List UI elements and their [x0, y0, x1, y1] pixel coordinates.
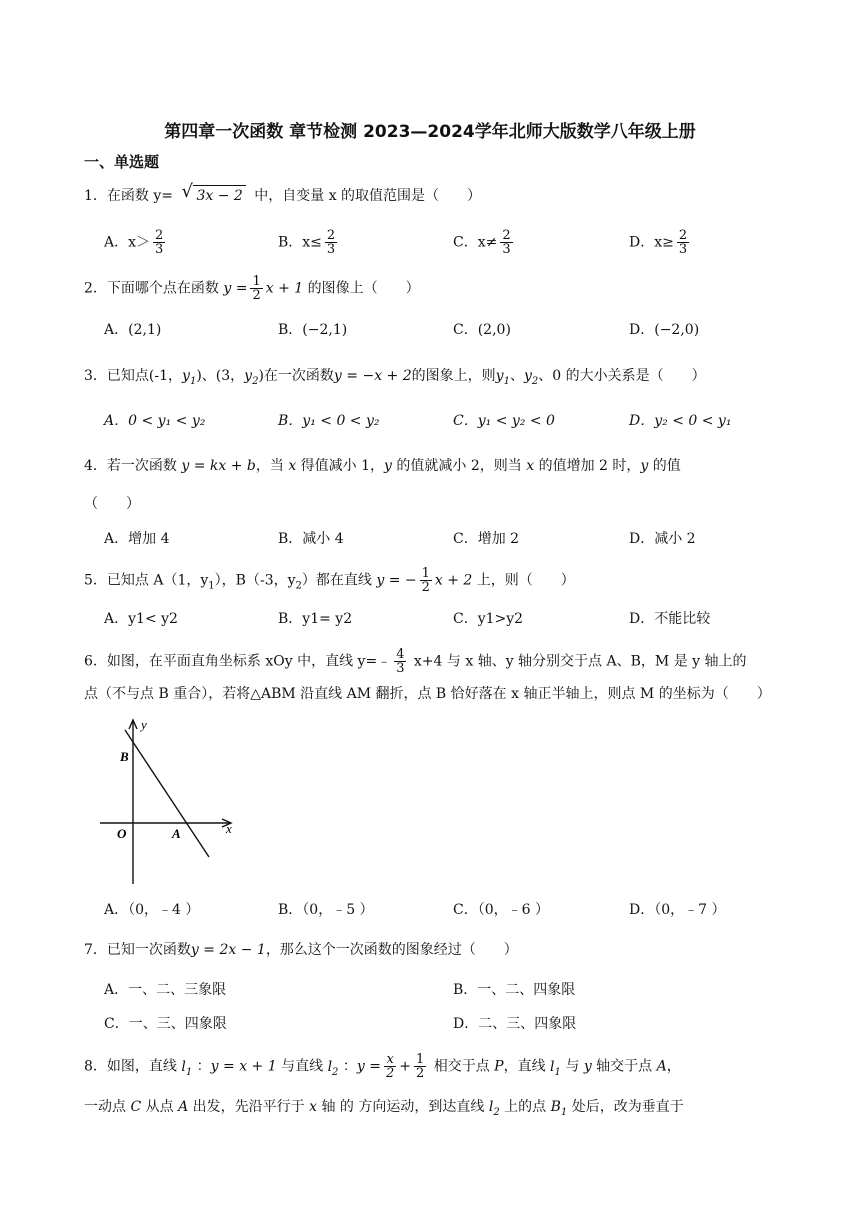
denominator: 3 — [502, 242, 511, 257]
fraction — [677, 229, 689, 256]
l-symbol: l — [488, 1099, 494, 1115]
option-value: y₂ < 0 < y₁ — [654, 413, 732, 429]
q8-text: 从点 — [141, 1099, 179, 1115]
numerator: 2 — [326, 228, 336, 243]
q7-text-end: ，那么这个一次函数的图象经过（ ） — [265, 942, 518, 958]
var-y2: $y_2$ — [523, 368, 539, 387]
q7-text: 7．已知一次函数 — [84, 942, 191, 958]
q7-option-c — [104, 1014, 227, 1034]
q1-option-d — [629, 229, 692, 256]
q3-text: 3．已知点(-1， — [84, 368, 183, 384]
subscript: 2 — [295, 580, 302, 592]
func-rhs: x + 1 — [265, 280, 304, 297]
q8-text: 一动点 — [84, 1099, 131, 1115]
point-b1: $B_1$ — [550, 1099, 568, 1118]
denominator: 3 — [155, 242, 164, 257]
denominator: 2 — [252, 288, 261, 303]
q4-text: 的值 — [648, 458, 681, 474]
option-label: D． — [629, 611, 655, 627]
function-2-lhs: y = — [356, 1058, 381, 1075]
q4-option-b — [278, 529, 344, 549]
q8-text: 与直线 — [276, 1058, 328, 1075]
q8-text: ，直线 — [503, 1058, 551, 1075]
var-y2: $y_2$ — [244, 368, 259, 387]
option-label: B． — [453, 982, 478, 998]
q4-text: ，当 — [255, 458, 289, 474]
q2-text-end: 的图像上（ ） — [303, 280, 420, 297]
var-x: x — [288, 458, 297, 474]
q5-text: ），B（-3，y — [214, 572, 296, 589]
q5-text-end: 上，则（ ） — [472, 572, 575, 589]
label-origin: O — [117, 826, 127, 841]
option-value: y₁ < 0 < y₂ — [302, 413, 380, 429]
q8-text: 处后，改为垂直于 — [567, 1099, 684, 1115]
q5-option-a — [104, 609, 178, 629]
q3-option-d — [629, 411, 731, 431]
q6-option-d — [629, 900, 726, 920]
func-rhs: x + 2 — [434, 572, 473, 589]
question-4-line-1 — [84, 456, 681, 476]
option-label: C． — [453, 413, 478, 429]
q7-option-a — [104, 980, 226, 1000]
option-value: 不能比较 — [654, 611, 711, 627]
q6-option-b — [278, 900, 374, 920]
q3-text: 、 — [509, 368, 524, 384]
q1-text-end: 中，自变量 x 的取值范围是（ ） — [249, 188, 482, 204]
option-value: y₁ < y₂ < 0 — [477, 413, 555, 429]
option-label: C．x≠ — [453, 234, 498, 251]
q8-text: 轴 的 方向运动，到达直线 — [317, 1099, 489, 1115]
fraction — [500, 229, 512, 256]
option-value: y1= y2 — [302, 611, 353, 627]
question-3 — [84, 366, 706, 392]
q8-text: ： — [192, 1058, 211, 1075]
option-value: 增加 2 — [477, 531, 520, 547]
q7-option-d — [453, 1014, 576, 1034]
option-value: (2,0) — [477, 322, 511, 338]
point-c: C — [130, 1099, 142, 1115]
func-lhs: y = — [223, 280, 248, 297]
q4-option-c — [453, 529, 519, 549]
option-value: 0 < y₁ < y₂ — [128, 413, 206, 429]
option-label: C． — [453, 902, 478, 918]
q2-text: 2．下面哪个点在函数 — [84, 280, 224, 297]
label-b: B — [120, 749, 129, 764]
q2-option-a — [104, 320, 161, 340]
q5-option-d — [629, 609, 710, 629]
option-value: （0，﹣4 ） — [128, 902, 200, 918]
option-value: 减小 4 — [302, 531, 344, 547]
fraction — [394, 648, 406, 675]
numerator: 2 — [678, 228, 688, 243]
q5-option-c — [453, 609, 523, 629]
var-y1: $y_1$ — [495, 368, 510, 387]
var-y: y — [384, 458, 392, 474]
question-6-line-1 — [84, 648, 747, 675]
var-y1: $y_1$ — [182, 368, 197, 387]
function-expression: y = −x + 2 — [333, 368, 412, 384]
fraction — [325, 229, 337, 256]
q2-option-d — [629, 320, 699, 340]
q3-option-a — [104, 411, 205, 431]
option-value: (2,1) — [128, 322, 162, 338]
l-symbol: l — [181, 1058, 186, 1075]
question-8-line-1 — [84, 1053, 681, 1082]
q4-text: 4．若一次函数 — [84, 458, 182, 474]
var-x: x — [309, 1099, 318, 1115]
q2-option-b — [278, 320, 347, 340]
fraction — [384, 1053, 396, 1080]
option-label: B． — [278, 322, 303, 338]
label-x: x — [226, 821, 232, 836]
denominator: 3 — [678, 242, 688, 257]
option-value: 一、二、四象限 — [477, 982, 576, 998]
option-value: （0，﹣5 ） — [302, 902, 374, 918]
numerator: x — [384, 1053, 396, 1067]
q4-text: 得值减小 1， — [296, 458, 385, 474]
option-value: 一、三、四象限 — [128, 1016, 227, 1032]
fraction — [153, 229, 165, 256]
q3-text: 的图象上，则 — [411, 368, 496, 384]
option-label: C． — [453, 322, 478, 338]
var-y: y — [583, 1058, 592, 1075]
numerator: 1 — [415, 1052, 425, 1067]
q8-text: 8．如图，直线 — [84, 1058, 182, 1075]
q6-option-c — [453, 900, 549, 920]
q1-option-b — [278, 229, 340, 256]
numerator: 2 — [502, 228, 511, 243]
q8-text: 出发，先沿平行于 — [188, 1099, 310, 1115]
numerator: 1 — [252, 274, 261, 289]
q6-text: x+4 与 x 轴、y 轴分别交于点 A、B，M 是 y 轴上的 — [409, 653, 747, 670]
question-8-line-2 — [84, 1097, 684, 1123]
q8-text: 与 — [560, 1058, 584, 1075]
q3-text: )在一次函数 — [258, 368, 334, 384]
q4-text: 的值增加 2 时， — [534, 458, 641, 474]
line-ab — [125, 730, 209, 857]
subscript: 1 — [208, 580, 215, 592]
option-label: D． — [629, 902, 655, 918]
q4-option-d — [629, 529, 696, 549]
option-label: A． — [104, 531, 129, 547]
plus-sign: + — [399, 1058, 411, 1075]
q3-text: )、(3， — [196, 368, 245, 384]
var-l2: $l_2$ — [327, 1058, 339, 1078]
option-label: C． — [453, 611, 478, 627]
point-a: A — [178, 1099, 189, 1115]
q8-text: 上的点 — [499, 1099, 551, 1115]
q4-option-a — [104, 529, 169, 549]
var-l1: $l_1$ — [550, 1058, 561, 1078]
q3-option-c — [453, 411, 555, 431]
point-a: A — [656, 1058, 667, 1075]
option-value: （0，﹣6 ） — [477, 902, 549, 918]
denominator: 2 — [385, 1066, 395, 1081]
page-title: 第四章一次函数 章节检测 2023—2024学年北师大版数学八年级上册 — [164, 122, 696, 142]
option-label: D． — [629, 322, 655, 338]
denominator: 3 — [326, 242, 336, 257]
label-y: y — [141, 717, 147, 732]
option-label: D． — [629, 531, 655, 547]
radicand: 3x − 2 — [193, 185, 245, 206]
fraction — [420, 567, 432, 594]
option-label: A． — [104, 982, 129, 998]
option-label: C． — [453, 531, 478, 547]
denominator: 2 — [421, 580, 430, 595]
function-expression: y = 2x − 1 — [190, 942, 266, 958]
denominator: 2 — [415, 1066, 425, 1081]
section-heading: 一、单选题 — [84, 153, 160, 171]
option-value: y1< y2 — [128, 611, 178, 627]
q1-text: 1．在函数 y= — [84, 188, 178, 204]
numerator: 1 — [421, 566, 430, 581]
q1-option-a — [104, 229, 168, 256]
numerator: 4 — [396, 647, 405, 662]
option-label: B． — [278, 902, 303, 918]
var-y: y — [640, 458, 649, 474]
q5-text: ）都在直线 — [301, 572, 377, 589]
q6-text: 6．如图，在平面直角坐标系 xOy 中，直线 y=﹣ — [84, 653, 392, 670]
var-l2: $l_2$ — [488, 1099, 500, 1118]
question-1 — [84, 181, 482, 206]
var-l1: $l_1$ — [181, 1058, 193, 1078]
option-value: y1>y2 — [477, 611, 524, 627]
fraction — [414, 1053, 426, 1080]
q8-text: ， — [666, 1058, 681, 1075]
option-value: 二、三、四象限 — [478, 1016, 577, 1032]
option-label: D． — [629, 413, 655, 429]
option-label: B． — [278, 413, 303, 429]
q8-text: 相交于点 — [429, 1058, 495, 1075]
option-label: A． — [104, 902, 129, 918]
option-label: D．x≥ — [629, 234, 674, 251]
q3-text: 、0 的大小关系是（ ） — [538, 368, 706, 384]
option-value: 增加 4 — [128, 531, 170, 547]
question-4-line-2: （ ） — [84, 496, 140, 512]
option-value: （0，﹣7 ） — [654, 902, 726, 918]
option-label: A． — [104, 322, 129, 338]
option-value: (−2,1) — [302, 322, 348, 338]
option-label: A． — [104, 611, 129, 627]
q5-text: 5．已知点 A（1，y — [84, 572, 209, 589]
q2-option-c — [453, 320, 511, 340]
coordinate-graph — [96, 716, 246, 886]
q8-text: 轴交于点 — [591, 1058, 657, 1075]
sqrt-expression: √ 3x − 2 — [181, 185, 245, 206]
option-value: 减小 2 — [654, 531, 696, 547]
q5-option-b — [278, 609, 352, 629]
label-a: A — [172, 826, 181, 841]
function-expression: y = kx + b — [181, 458, 256, 474]
option-label: D． — [453, 1016, 479, 1032]
option-label: B．x≤ — [278, 234, 322, 251]
l-symbol: l — [550, 1058, 555, 1075]
option-label: B． — [278, 531, 303, 547]
l-symbol: l — [327, 1058, 333, 1075]
option-label: A．x＞ — [104, 234, 151, 251]
question-7 — [84, 940, 518, 960]
q6-option-a — [104, 900, 199, 920]
var-x: x — [526, 458, 535, 474]
q4-text: 的值就减小 2，则当 — [391, 458, 527, 474]
q8-text: ： — [338, 1058, 357, 1075]
option-value: 一、二、三象限 — [128, 982, 227, 998]
option-label: B． — [278, 611, 303, 627]
q1-option-c — [453, 229, 516, 256]
func-lhs: y = − — [376, 572, 417, 589]
question-2 — [84, 275, 420, 302]
denominator: 3 — [396, 661, 405, 676]
question-5 — [84, 567, 575, 596]
option-value: (−2,0) — [654, 322, 700, 338]
fraction — [250, 275, 262, 302]
b-symbol: B — [550, 1099, 561, 1115]
numerator: 2 — [155, 228, 164, 243]
q7-option-b — [453, 980, 575, 1000]
q3-option-b — [278, 411, 380, 431]
point-p: P — [494, 1058, 504, 1075]
option-label: A． — [104, 413, 129, 429]
question-6-line-2: 点（不与点 B 重合），若将△ABM 沿直线 AM 翻折，点 B 恰好落在 x 轴正半轴上，则点 M 的坐标为（ ） — [84, 686, 771, 702]
function-1: y = x + 1 — [210, 1058, 277, 1075]
option-label: C． — [104, 1016, 129, 1032]
